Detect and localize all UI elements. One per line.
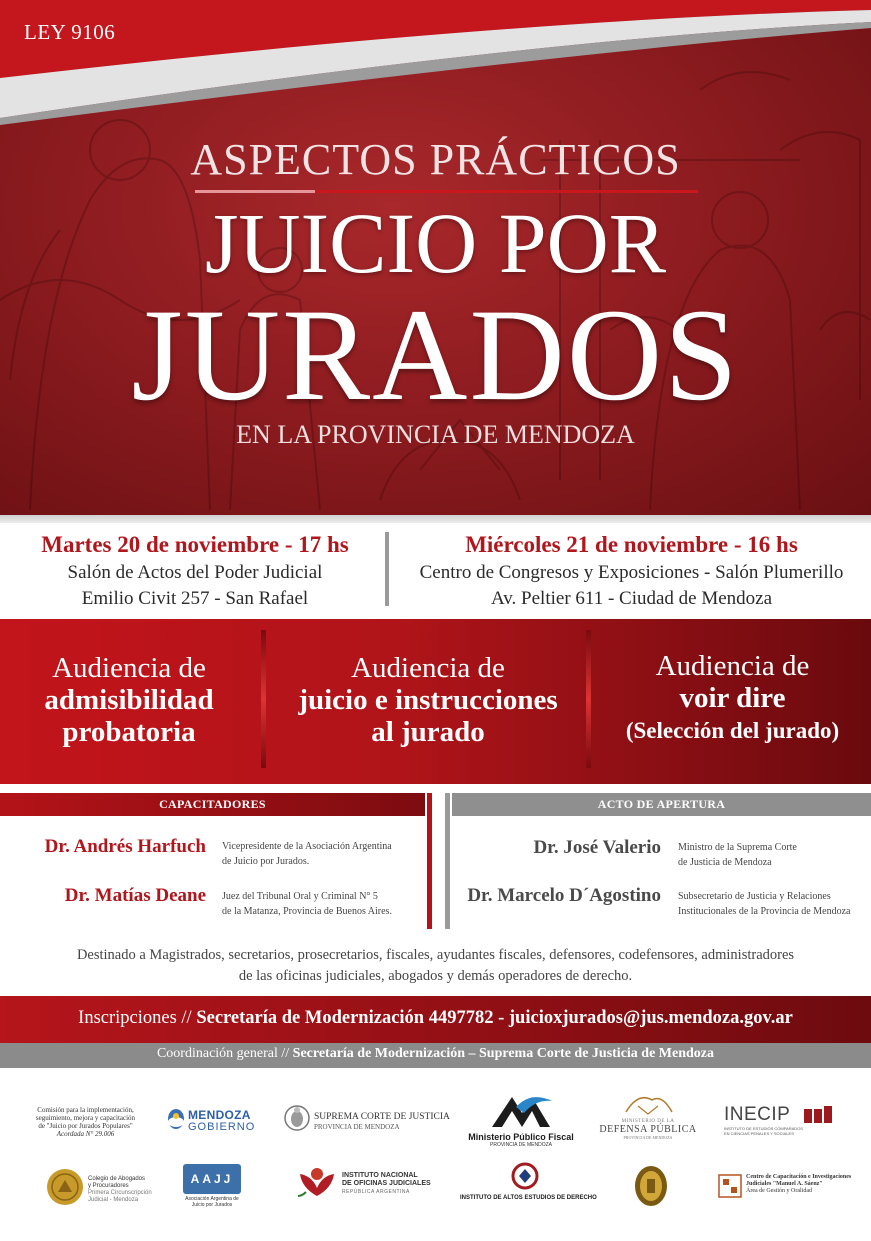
logo-text: Acordada N° 29.006: [56, 1130, 115, 1138]
hero-title-line1: JUICIO POR: [204, 195, 667, 291]
accent-bar: [445, 793, 450, 929]
logo-text: INSTITUTO DE ESTUDIOS COMPARADOS: [724, 1126, 803, 1131]
logo-ministerio-publico-fiscal: [466, 1093, 576, 1148]
logo-text: MENDOZA: [188, 1108, 251, 1122]
speaker-desc-line: Subsecretario de Justicia y Relaciones: [678, 891, 831, 902]
logo-text: y Procuradores: [88, 1183, 129, 1189]
logo-text-group: [88, 1176, 158, 1204]
divider: [0, 515, 871, 523]
date-separator: [385, 532, 389, 606]
logo-text: Colegio de Abogados: [88, 1176, 146, 1182]
coordinacion-line: [0, 1046, 871, 1062]
logo-text: Ministerio Público Fiscal: [468, 1132, 574, 1142]
speaker-desc-line: de la Matanza, Provincia de Buenos Aires.: [222, 906, 392, 917]
logo-seal: [634, 1165, 670, 1212]
logo-text: MINISTERIO DE LA: [621, 1119, 675, 1124]
speaker-description: [678, 840, 871, 870]
audience-line: Destinado a Magistrados, secretarios, prosecretarios, fiscales, ayudantes fiscales, defensores, codefensores, administradores: [76, 947, 795, 963]
header-swoosh: [0, 0, 871, 140]
date-venue: Salón de Actos del Poder Judicial: [67, 562, 323, 583]
coordinacion-value: Secretaría de Modernización – Suprema Corte de Justicia de Mendoza: [292, 1046, 715, 1061]
audiencia-voir-dire: [594, 650, 871, 748]
iaed-emblem-icon: [511, 1162, 539, 1190]
date-block-san-rafael: [0, 530, 390, 612]
logo-text-group: [342, 1172, 431, 1196]
speaker-name: Dr. Andrés Harfuch: [44, 836, 206, 857]
date-block-mendoza: [392, 530, 871, 612]
hero-subtitle: ASPECTOS PRÁCTICOS: [190, 135, 681, 184]
audiencia-title: admisibilidad: [44, 684, 214, 716]
logo-text: Asociación Argentina de: [185, 1196, 239, 1202]
inecip-bars-icon: [804, 1106, 832, 1124]
centro-emblem-icon: [718, 1174, 742, 1198]
speaker-name: Dr. José Valerio: [533, 837, 661, 858]
mendoza-shield-icon: [166, 1108, 186, 1130]
accent-bar: [427, 793, 432, 929]
logo-aajj: [180, 1164, 244, 1208]
audiencia-admisibilidad: [0, 652, 258, 748]
date-address: Av. Peltier 611 - Ciudad de Mendoza: [490, 588, 773, 609]
hero-title-line2: JURADOS: [131, 281, 740, 428]
audiencia-title: al jurado: [371, 716, 485, 748]
defensa-emblem-icon: [618, 1090, 678, 1118]
speaker-desc-line: de Juicio por Jurados.: [222, 856, 310, 867]
speaker-name: Dr. Matías Deane: [64, 885, 206, 906]
speaker-desc-line: Institucionales de la Provincia de Mendoza: [678, 906, 851, 917]
hero-banner: [0, 0, 871, 515]
speaker-desc-line: Ministro de la Suprema Corte: [678, 842, 797, 853]
logo-text: GOBIERNO: [188, 1121, 256, 1133]
logo-text: de "Juicio por Jurados Populares": [38, 1122, 133, 1130]
logo-text: Centro de Capacitación e Investigaciones: [746, 1174, 852, 1180]
aajj-badge: AAJJ: [183, 1164, 241, 1194]
logo-text: DEFENSA PÚBLICA: [599, 1124, 697, 1135]
audiencia-title: juicio e instrucciones: [298, 684, 558, 716]
logo-text: REPÚBLICA ARGENTINA: [342, 1189, 410, 1195]
audience-description: [20, 945, 851, 987]
inscripciones-phone: 4497782: [428, 1008, 494, 1028]
audiencia-label: Audiencia de: [655, 650, 810, 682]
date-heading: Martes 20 de noviembre - 17 hs: [41, 532, 349, 557]
speaker-description: [222, 889, 422, 919]
logo-comision: [18, 1106, 153, 1138]
logo-text: DE OFICINAS JUDICIALES: [342, 1180, 431, 1187]
logo-text: Comisión para la implementación,: [37, 1106, 134, 1114]
logo-text: Judiciales "Manuel A. Sáenz": [746, 1181, 823, 1187]
audiencia-title: probatoria: [62, 716, 196, 748]
inscripciones-line: [0, 1008, 871, 1029]
law-number: LEY 9106: [24, 20, 116, 44]
coat-of-arms-icon: [284, 1104, 310, 1132]
logo-text: PROVINCIA DE MENDOZA: [623, 1135, 673, 1140]
audiencia-label: Audiencia de: [52, 652, 206, 684]
hero-rule: [195, 190, 698, 193]
logo-instituto-altos-estudios: [460, 1162, 597, 1201]
inscripciones-label: Inscripciones //: [78, 1008, 192, 1028]
logo-text: INECIP: [724, 1104, 791, 1125]
date-address: Emilio Civit 257 - San Rafael: [81, 588, 309, 609]
logo-text-group: [746, 1174, 851, 1195]
speaker-desc-line: de Justicia de Mendoza: [678, 857, 772, 868]
inscripciones-email[interactable]: juicioxjurados@jus.mendoza.gov.ar: [508, 1008, 793, 1028]
logo-text: Área de Gestión y Oralidad: [746, 1188, 812, 1194]
logo-text: Primera Circunscripción: [88, 1190, 152, 1196]
inscripciones-separator: -: [498, 1008, 505, 1028]
speaker-desc-line: Vicepresidente de la Asociación Argentina: [222, 841, 392, 852]
logo-defensa-publica: [598, 1090, 698, 1140]
band-separator: [261, 630, 266, 768]
hero-place: EN LA PROVINCIA DE MENDOZA: [236, 420, 635, 449]
coordinacion-label: Coordinación general //: [156, 1046, 290, 1061]
logo-text: Juicio por Jurados: [191, 1202, 233, 1208]
speaker-description: [678, 889, 871, 919]
speaker-description: [222, 839, 422, 869]
logo-text: PROVINCIA DE MENDOZA: [314, 1123, 400, 1131]
date-venue: Centro de Congresos y Exposiciones - Salón Plumerillo: [419, 562, 844, 583]
logo-text: INSTITUTO DE ALTOS ESTUDIOS DE DERECHO: [460, 1195, 597, 1201]
judicial-seal-icon: [634, 1165, 668, 1207]
date-heading: Miércoles 21 de noviembre - 16 hs: [465, 532, 798, 557]
logo-text: Judicial - Mendoza: [88, 1197, 139, 1203]
speaker-name: Dr. Marcelo D´Agostino: [467, 885, 661, 906]
capacitadores-header: CAPACITADORES: [0, 793, 425, 816]
audiencia-juicio: [268, 652, 588, 748]
logo-text: INSTITUTO NACIONAL: [342, 1172, 418, 1179]
colegio-seal-icon: [46, 1168, 84, 1206]
logo-text: SUPREMA CORTE DE JUSTICIA: [314, 1112, 450, 1122]
audiencia-subtitle: (Selección del jurado): [625, 718, 840, 743]
logo-text: PROVINCIA DE MENDOZA: [490, 1142, 552, 1148]
speaker-desc-line: Juez del Tribunal Oral y Criminal N° 5: [222, 891, 378, 902]
inoj-flower-icon: [296, 1166, 338, 1198]
audience-line: de las oficinas judiciales, abogados y demás operadores de derecho.: [238, 968, 633, 984]
logo-inecip: [724, 1104, 844, 1136]
mpf-emblem-icon: [486, 1093, 556, 1129]
logo-text: EN CIENCIAS PENALES Y SOCIALES: [724, 1131, 794, 1136]
inscripciones-org: Secretaría de Modernización: [196, 1008, 425, 1028]
apertura-header: ACTO DE APERTURA: [452, 793, 871, 816]
logo-text: seguimiento, mejora y capacitación: [35, 1114, 136, 1122]
audiencia-label: Audiencia de: [351, 652, 505, 684]
audiencia-title: voir dire: [679, 682, 786, 714]
